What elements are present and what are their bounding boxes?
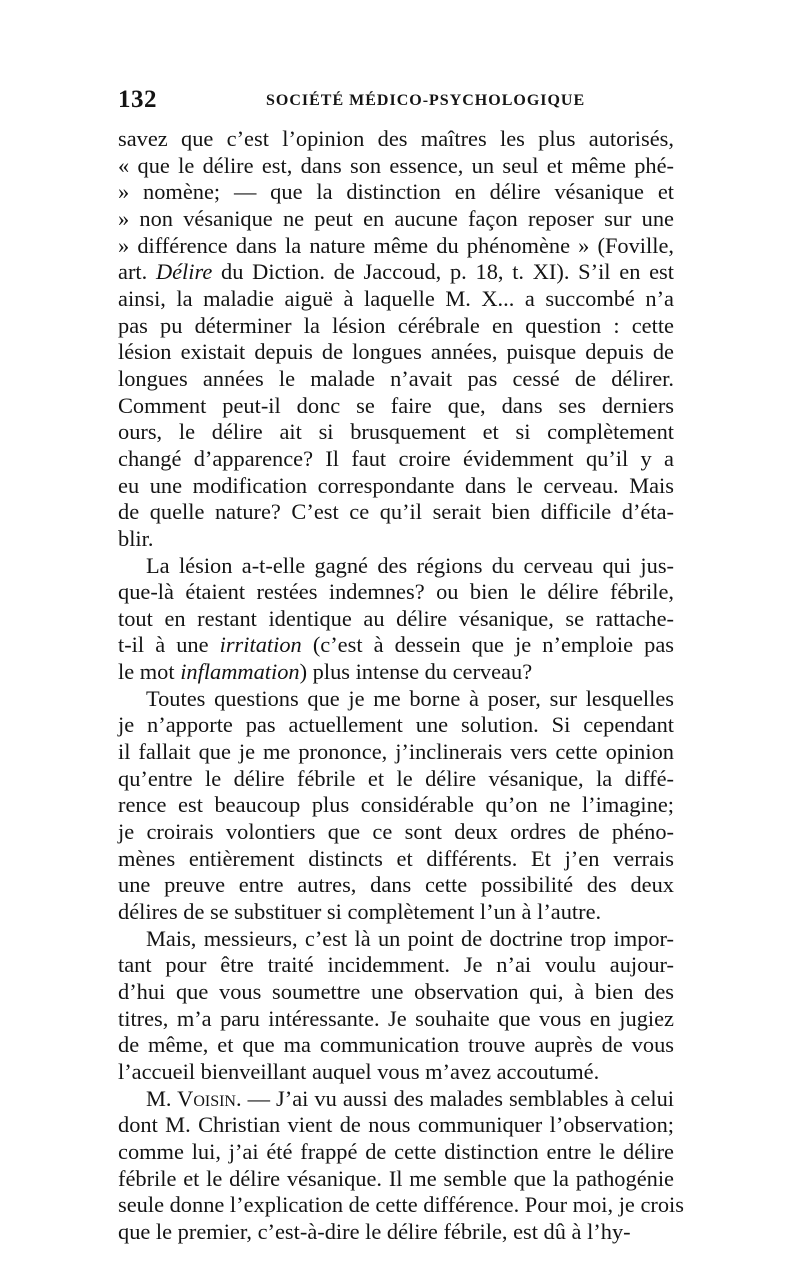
text-segment: savez que c’est l’opinion des maîtres les plus autorisés, [118, 126, 674, 151]
text-segment: fébrile et le délire vésanique. Il me semble que la pathogénie [118, 1165, 674, 1191]
text-line [118, 739, 674, 766]
text-line [118, 366, 674, 393]
text-line [118, 926, 674, 953]
text-segment: rence est beaucoup plus considérable qu’on ne l’imagine; [118, 792, 674, 818]
text-line [118, 1059, 674, 1086]
text-line [118, 979, 674, 1006]
text-segment: mènes entièrement distincts et différents. Et j’en verrais [118, 845, 674, 871]
text-line [118, 792, 674, 819]
text-segment: l’accueil bienveillant auquel vous m’avez accoutumé. [118, 1058, 600, 1084]
text-segment: du Diction. de Jaccoud, p. 18, t. XI). S’il en est [212, 259, 674, 285]
text-line [118, 712, 674, 739]
text-segment: comme lui, j’ai été frappé de cette distinction entre le délire [118, 1138, 674, 1164]
text-line [118, 952, 674, 979]
text-line [118, 632, 674, 659]
text-line [118, 766, 674, 793]
text-line [118, 659, 674, 686]
text-segment: d’hui que vous soumettre une observation qui, à bien des [118, 979, 674, 1004]
text-line [118, 846, 674, 873]
text-segment: délires de se substituer si complètement l’un à l’autre. [118, 899, 602, 925]
text-segment: le mot [118, 659, 181, 685]
text-line [118, 526, 674, 553]
text-segment: je croirais volontiers que ce sont deux ordres de phéno- [118, 819, 674, 845]
text-segment: de quelle nature? C’est ce qu’il serait bien difficile d’éta- [118, 499, 674, 525]
text-segment: qu’entre le délire fébrile et le délire vésanique, la diffé- [118, 765, 674, 791]
paragraph [118, 553, 674, 686]
text-line [118, 259, 674, 286]
text-segment: seule donne l’explication de cette différence. Pour moi, je crois [118, 1192, 684, 1218]
text-line [118, 1032, 674, 1059]
text-line [118, 233, 674, 260]
text-line [118, 286, 674, 313]
text-segment: — J’ai vu aussi des malades semblables à celui [241, 1085, 674, 1111]
text-segment: Toutes questions que je me borne à poser, sur lesquelles [146, 685, 674, 711]
italic-term: inflammation [180, 659, 300, 685]
text-segment: » non vésanique ne peut en aucune façon reposer sur une [118, 205, 674, 231]
text-line [118, 872, 674, 899]
text-line [118, 686, 674, 713]
running-head: SOCIÉTÉ MÉDICO-PSYCHOLOGIQUE [266, 92, 586, 109]
text-segment: je n’apporte pas actuellement une solution. Si cependant [118, 712, 674, 738]
text-line [118, 606, 674, 633]
text-segment: blir. [118, 525, 154, 551]
text-segment: ) plus intense du cerveau? [299, 659, 533, 685]
text-line [118, 899, 674, 926]
text-segment: eu une modification correspondante dans le cerveau. Mais [118, 472, 674, 498]
paragraph [118, 926, 674, 1086]
italic-term: Délire [155, 259, 213, 285]
text-segment: Mais, messieurs, c’est là un point de doctrine trop impor- [146, 925, 674, 951]
text-line [118, 446, 674, 473]
text-segment: que le premier, c’est-à-dire le délire fébrile, est dû à l’hy- [118, 1218, 631, 1244]
text-line [118, 126, 674, 153]
text-segment: dont M. Christian vient de nous communiquer l’observation; [118, 1112, 674, 1138]
text-line [118, 819, 674, 846]
text-segment: art. [118, 259, 156, 285]
text-segment: » nomène; — que la distinction en délire vésanique et [118, 179, 674, 205]
text-segment: t-il à une [118, 632, 220, 658]
text-segment: longues années le malade n’avait pas cessé de délirer. [118, 365, 674, 391]
text-segment: de même, et que ma communication trouve auprès de vous [118, 1032, 674, 1058]
text-segment: Comment peut-il donc se faire que, dans ses derniers [118, 392, 674, 418]
text-line [118, 1166, 674, 1193]
text-line [118, 179, 674, 206]
text-line [118, 579, 674, 606]
paragraph [118, 686, 674, 926]
text-segment: il fallait que je me prononce, j’inclinerais vers cette opinion [118, 739, 674, 765]
text-segment: pas pu déterminer la lésion cérébrale en question : cette [118, 312, 674, 338]
text-line [118, 1192, 684, 1219]
text-line [118, 1086, 674, 1113]
text-segment: « que le délire est, dans son essence, un seul et même phé- [118, 152, 674, 178]
text-line [118, 1139, 674, 1166]
speaker-name: M. Voisin. [146, 1085, 242, 1111]
text-line [118, 1219, 674, 1246]
page-header [118, 86, 678, 116]
text-line [118, 419, 674, 446]
italic-term: irritation [219, 632, 302, 658]
text-line [118, 206, 674, 233]
page-number: 132 [118, 86, 157, 113]
body-text [118, 126, 684, 1246]
text-line [118, 473, 674, 500]
text-segment: » différence dans la nature même du phénomène » (Foville, [118, 232, 674, 258]
paragraph [118, 1085, 684, 1246]
text-line [118, 553, 674, 580]
text-segment: que-là étaient restées indemnes? ou bien le délire fébrile, [118, 579, 674, 605]
paragraph [118, 126, 674, 553]
text-line [118, 313, 674, 340]
text-segment: ours, le délire ait si brusquement et si complètement [118, 419, 674, 445]
text-line [118, 1006, 674, 1033]
text-segment: titres, m’a paru intéressante. Je souhaite que vous en jugiez [118, 1005, 674, 1031]
text-segment: tout en restant identique au délire vésanique, se rattache- [118, 605, 674, 631]
text-line [118, 499, 674, 526]
text-segment: La lésion a-t-elle gagné des régions du cerveau qui jus- [146, 552, 674, 578]
text-line [118, 153, 674, 180]
text-segment: (c’est à dessein que je n’emploie pas [301, 632, 674, 658]
text-segment: une preuve entre autres, dans cette possibilité des deux [118, 872, 674, 898]
text-line [118, 1112, 674, 1139]
text-segment: tant pour être traité incidemment. Je n’ai voulu aujour- [118, 952, 674, 978]
text-line [118, 393, 674, 420]
text-segment: ainsi, la maladie aiguë à laquelle M. X... a succombé n’a [118, 285, 674, 311]
text-line [118, 339, 674, 366]
text-segment: changé d’apparence? Il faut croire évidemment qu’il y a [118, 445, 674, 471]
text-segment: lésion existait depuis de longues années, puisque depuis de [118, 339, 674, 365]
